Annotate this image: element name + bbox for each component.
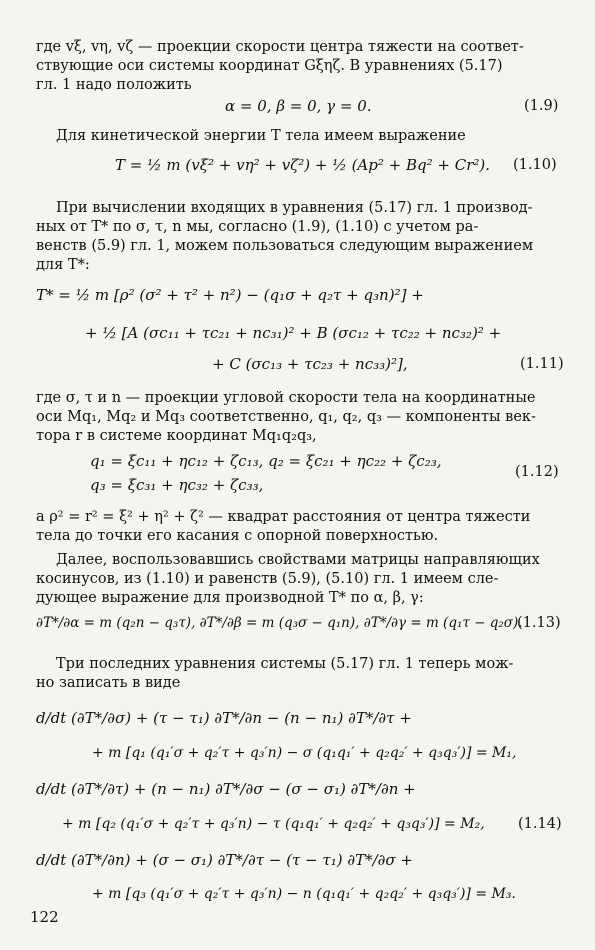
text-line: косинусов, из (1.10) и равенств (5.9), (5.10) гл. 1 имеем сле- [36,571,499,587]
equation-1-12-line-1: q₁ = ξc₁₁ + ηc₁₂ + ζc₁₃, q₂ = ξc₂₁ + ηc₂₂ + ζc₂₃, [90,452,442,470]
equation-number: (1.12) [515,464,559,480]
equation-1-14-row-2a: d/dt (∂T*/∂τ) + (n − n₁) ∂T*/∂σ − (σ − σ₁) ∂T*/∂n + [36,780,416,798]
equation-number: (1.14) [518,816,562,832]
text-line: тела до точки его касания с опорной поверхностью. [36,528,439,544]
text-line: Далее, воспользовавшись свойствами матрицы направляющих [56,552,540,568]
equation-1-12-line-2: q₃ = ξc₃₁ + ηc₃₂ + ζc₃₃, [90,476,264,494]
text-line: венств (5.9) гл. 1, можем пользоваться следующим выражением [36,238,534,254]
equation-1-14-row-3a: d/dt (∂T*/∂n) + (σ − σ₁) ∂T*/∂τ − (τ − τ₁) ∂T*/∂σ + [36,851,413,869]
equation-number: (1.10) [513,157,557,173]
text-line: Для кинетической энергии T тела имеем выражение [56,128,466,144]
text-line: При вычислении входящих в уравнения (5.17) гл. 1 производ- [56,200,533,216]
text-line: ных от T* по σ, τ, n мы, согласно (1.9), (1.10) с учетом ра- [36,219,479,235]
equation-1-14-row-2b: + m [q₂ (q₁′σ + q₂′τ + q₃′n) − τ (q₁q₁′ + q₂q₂′ + q₃q₃′)] = M₂, [62,816,485,832]
text-line: тора r в системе координат Mq₁q₂q₃, [36,428,317,444]
equation-1-13: ∂T*/∂α = m (q₂n − q₃τ), ∂T*/∂β = m (q₃σ − q₁n), ∂T*/∂γ = m (q₁τ − q₂σ). [36,615,523,631]
equation-1-14-row-1a: d/dt (∂T*/∂σ) + (τ − τ₁) ∂T*/∂n − (n − n₁) ∂T*/∂τ + [36,709,412,727]
equation-number: (1.11) [520,356,564,372]
equation-number: (1.13) [517,615,561,631]
equation-1-14-row-3b: + m [q₃ (q₁′σ + q₂′τ + q₃′n) − n (q₁q₁′ + q₂q₂′ + q₃q₃′)] = M₃. [92,886,516,902]
equation-1-14-row-1b: + m [q₁ (q₁′σ + q₂′τ + q₃′n) − σ (q₁q₁′ + q₂q₂′ + q₃q₃′)] = M₁, [92,745,517,761]
equation-number: (1.9) [524,98,559,114]
text-line: дующее выражение для производной T* по α, β, γ: [36,590,424,606]
text-line: ствующие оси системы координат Gξηζ. В уравнениях (5.17) [36,58,503,74]
text-line: где vξ, vη, vζ — проекции скорости центра тяжести на соответ- [36,39,524,55]
text-line: где σ, τ и n — проекции угловой скорости тела на координатные [36,390,536,406]
text-line: гл. 1 надо положить [36,77,192,93]
text-line: Три последних уравнения системы (5.17) гл. 1 теперь мож- [56,656,514,672]
equation-1-11-line-2: + ½ [A (σc₁₁ + τc₂₁ + nc₃₁)² + B (σc₁₂ + τc₂₂ + nc₃₂)² + [85,324,502,342]
text-line: но записать в виде [36,675,181,691]
text-line: для T*: [36,257,90,273]
equation-1-11-line-1: T* = ½ m [ρ² (σ² + τ² + n²) − (q₁σ + q₂τ + q₃n)²] + [36,286,424,304]
equation-1-9: α = 0, β = 0, γ = 0. [225,97,372,115]
text-line: а ρ² = r² = ξ² + η² + ζ² — квадрат расстояния от центра тяжести [36,509,531,525]
page-number: 122 [30,908,59,926]
text-line: оси Mq₁, Mq₂ и Mq₃ соответственно, q₁, q₂, q₃ — компоненты век- [36,409,536,425]
equation-1-10: T = ½ m (vξ² + vη² + vζ²) + ½ (Ap² + Bq² + Cr²). [115,156,490,174]
equation-1-11-line-3: + C (σc₁₃ + τc₂₃ + nc₃₃)²], [212,355,408,373]
